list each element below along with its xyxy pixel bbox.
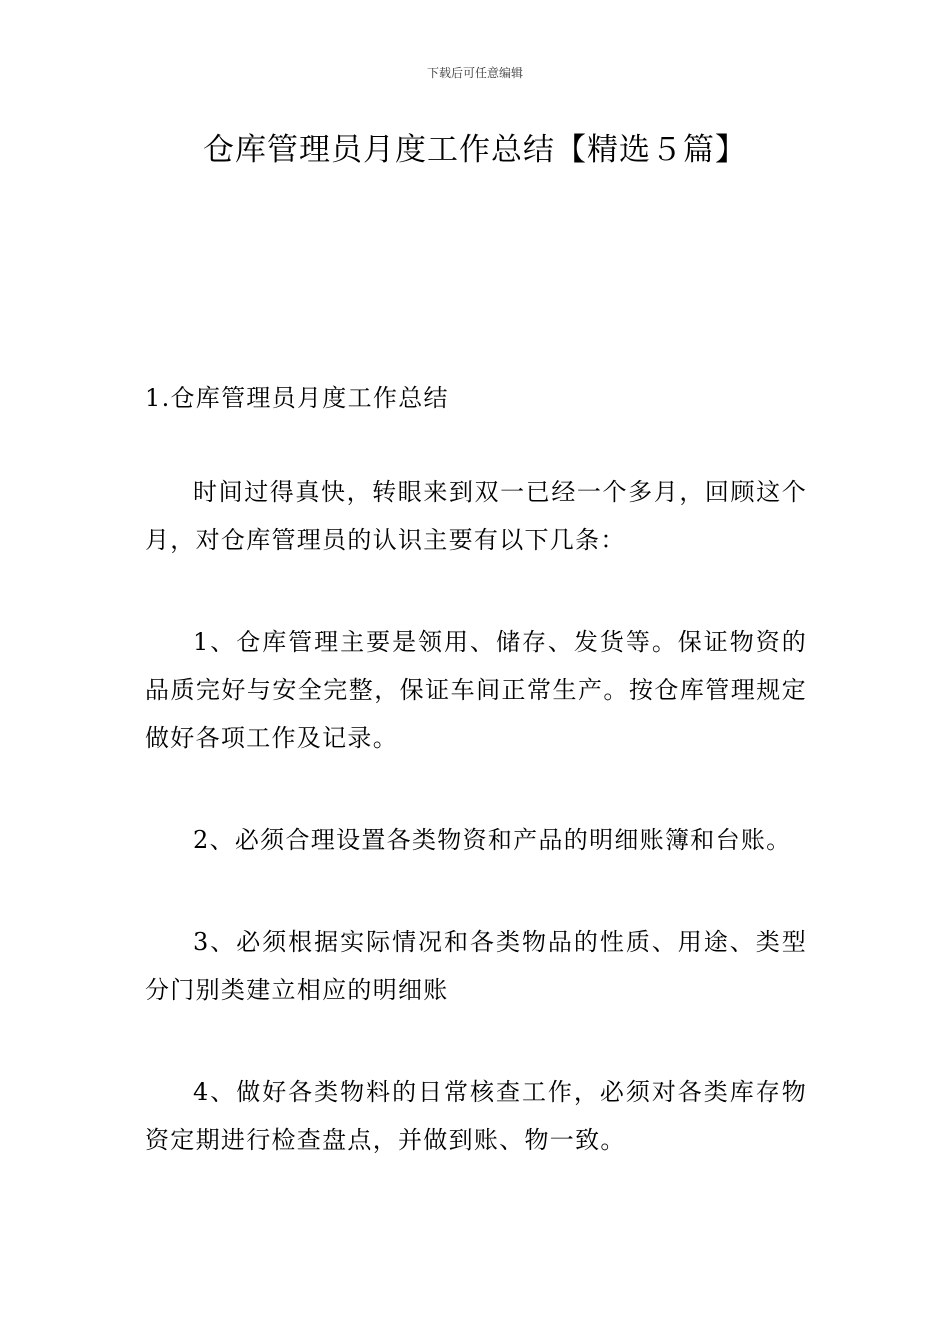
paragraph-intro: 时间过得真快，转眼来到双一已经一个多月，回顾这个月，对仓库管理员的认识主要有以下几条： [145, 478, 807, 554]
paragraph-item-4: 4、做好各类物料的日常核查工作，必须对各类库存物资定期进行检查盘点，并做到账、物一致。 [145, 1078, 807, 1154]
header-note: 下载后可任意编辑 [426, 66, 523, 80]
document-body [145, 374, 807, 1164]
paragraph-item-3: 3、必须根据实际情况和各类物品的性质、用途、类型分门别类建立相应的明细账 [145, 928, 807, 1004]
document-title: 仓库管理员月度工作总结【精选５篇】 [203, 132, 747, 168]
section-heading: 1.仓库管理员月度工作总结 [145, 384, 449, 412]
paragraph-item-2: 2、必须合理设置各类物资和产品的明细账簿和台账。 [193, 826, 792, 854]
paragraph-item-1: 1、仓库管理主要是领用、储存、发货等。保证物资的品质完好与安全完整，保证车间正常生产。按仓库管理规定做好各项工作及记录。 [145, 628, 807, 752]
